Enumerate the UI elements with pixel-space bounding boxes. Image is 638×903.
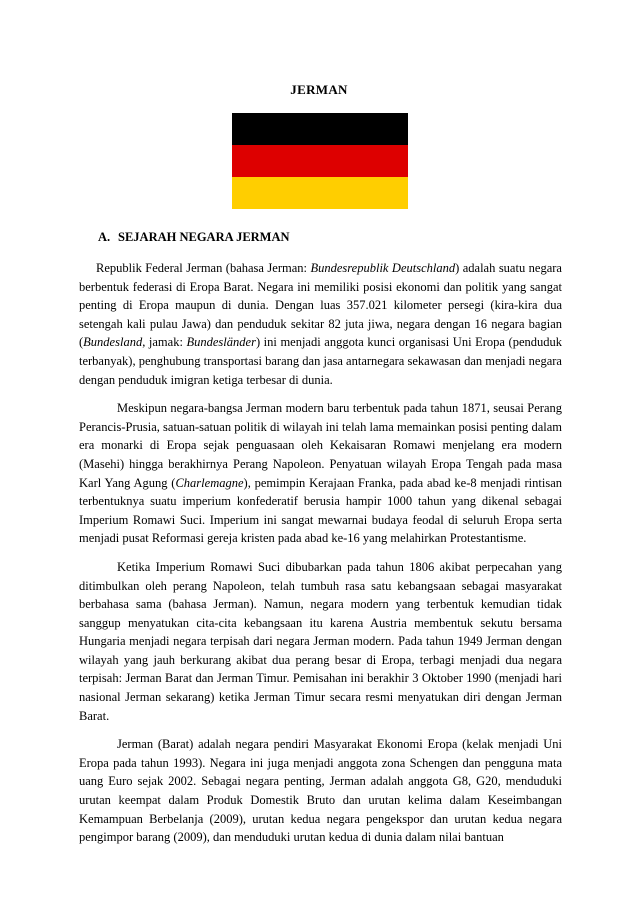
section-heading-text: SEJARAH NEGARA JERMAN xyxy=(118,230,290,244)
paragraph-1-text-g: ) ini menjadi anggota kunci organisasi Uni Eropa (penduduk terbanyak), penghubung transportasi barang dan jasa antarnegara sekawasan dan menjadi negara dengan penduduk imigran ketiga terbesar di dunia. xyxy=(79,335,563,387)
paragraph-1-italic-bundesland: Bundesland xyxy=(83,335,143,350)
flag-stripe-black xyxy=(232,113,408,145)
paragraph-1-text-e: , jamak: xyxy=(142,335,187,350)
paragraph-1-italic-bundeslaender: Bundesländer xyxy=(186,335,256,350)
paragraph-2-text-c: ), pemimpin Kerajaan Franka, pada abad ke-8 menjadi rintisan terbentuknya suatu imperium konfederatif berusia hampir 1000 tahun yang dikenal sebagai Imperium Romawi Suci. Imperium ini sangat mewarnai budaya feodal di seluruh Eropa serta menjadi pusat Reformasi gereja kristen pada abad ke-16 yang melahirkan Protestantisme. xyxy=(79,475,562,546)
germany-flag-image xyxy=(232,113,408,209)
section-number: A. xyxy=(98,230,111,244)
paragraph-2-text-a: Meskipun negara-bangsa Jerman modern baru terbentuk pada tahun 1871, seusai Perang Perancis-Prusia, satuan-satuan politik di wilayah ini telah lama memainkan posisi penting dalam era monarki di Eropa sejak penguasaan oleh Kekaisaran Romawi menjelang era modern (Masehi) hingga berakhirnya Perang Napoleon. Penyatuan wilayah Eropa Tengah pada masa Karl Yang Agung ( xyxy=(79,401,562,490)
paragraph-1-text-c: ) adalah suatu negara berbentuk federasi di Eropa Barat. Negara ini memiliki posisi ekonomi dan politik yang sangat penting di Eropa maupun di dunia. Dengan luas 357.021 kilometer persegi (kira-kira dua setengah kali pulau Jawa) dan penduduk sekitar 82 juta jiwa, negara dengan 16 negara bagian ( xyxy=(79,261,562,350)
paragraph-2 xyxy=(79,399,562,548)
paragraph-1-text-a: Republik Federal Jerman (bahasa Jerman: xyxy=(96,261,311,275)
flag-stripe-red xyxy=(232,145,408,177)
paragraph-2-italic-charlemagne: Charlemagne xyxy=(175,475,244,490)
section-heading xyxy=(98,230,290,245)
flag-stripe-gold xyxy=(232,177,408,209)
paragraph-1 xyxy=(79,259,562,389)
paragraph-4: Jerman (Barat) adalah negara pendiri Masyarakat Ekonomi Eropa (kelak menjadi Uni Eropa pada tahun 1993). Negara ini juga menjadi anggota zona Schengen dan pengguna mata uang Euro sejak 2002. Sebagai negara penting, Jerman adalah anggota G8, G20, menduduki urutan keempat dalam Produk Domestik Bruto dan urutan kelima dalam Keseimbangan Kemampuan Berbelanja (2009), urutan kedua negara pengekspor dan urutan kedua negara pengimpor barang (2009), dan menduduki urutan kedua di dunia dalam nilai bantuan xyxy=(79,737,562,845)
paragraph-3: Ketika Imperium Romawi Suci dibubarkan pada tahun 1806 akibat perpecahan yang ditimbulkan oleh perang Napoleon, telah tumbuh rasa satu kebangsaan sebagai masyarakat berbahasa sama (bahasa Jerman). Namun, negara modern yang terbentuk kemudian tidak sanggup menyatukan cita-cita kebangsaan itu karena Austria membentuk sekutu bersama Hungaria menjadi negara terpisah dari negara Jerman modern. Pada tahun 1949 Jerman dengan wilayah yang jauh berkurang akibat dua perang besar di Eropa, terbagi menjadi dua negara terpisah: Jerman Barat dan Jerman Timur. Pemisahan ini berakhir 3 Oktober 1990 (menjadi hari nasional Jerman sekarang) ketika Jerman Timur secara resmi menyatukan diri dengan Jerman Barat. xyxy=(79,559,562,723)
body-text xyxy=(79,259,562,857)
paragraph-1-italic-term: Bundesrepublik Deutschland xyxy=(310,261,456,275)
page-title: JERMAN xyxy=(290,82,348,97)
